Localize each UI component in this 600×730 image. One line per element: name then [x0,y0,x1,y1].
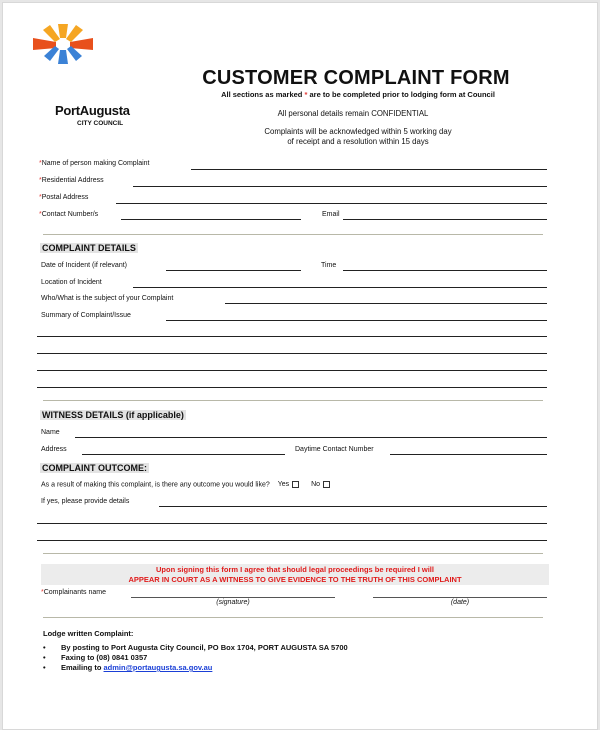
witness-name-field[interactable] [75,437,547,438]
subject-label: Who/What is the subject of your Complaint [41,295,174,302]
required-star: * [41,589,44,596]
residential-address-field[interactable] [133,186,547,187]
summary-line-3[interactable] [37,353,547,354]
summary-label: Summary of Complaint/Issue [41,312,131,319]
contact-number-field[interactable] [121,219,301,220]
required-star: * [39,194,42,201]
section-divider [43,400,543,401]
daytime-contact-label: Daytime Contact Number [295,446,374,453]
logo-name: PortAugusta [55,103,130,118]
required-star: * [39,177,42,184]
signature-field[interactable] [131,597,335,598]
outcome-details-line-3[interactable] [37,540,547,541]
outcome-details-field[interactable] [159,506,547,507]
outcome-details-label: If yes, please provide details [41,498,130,505]
logo-subtitle: CITY COUNCIL [77,120,124,127]
declaration-line-1: Upon signing this form I agree that should legal proceedings be required I will [156,565,434,574]
complaint-outcome-heading: COMPLAINT OUTCOME: [42,463,147,473]
yes-checkbox[interactable] [292,481,299,488]
declaration-line-2: APPEAR IN COURT AS A WITNESS TO GIVE EVIDENCE TO THE TRUTH OF THIS COMPLAINT [128,574,462,584]
date-of-incident-label: Date of Incident (if relevant) [41,262,127,269]
complaint-details-heading: COMPLAINT DETAILS [42,243,136,253]
required-star: * [304,90,308,99]
bullet-icon: • [43,643,46,652]
postal-address-label [39,194,88,201]
form-instructions [178,90,538,99]
time-field[interactable] [343,270,547,271]
section-divider [43,553,543,554]
lodge-heading: Lodge written Complaint: [43,629,134,638]
email-label: Email [322,211,340,218]
bullet-icon: • [43,653,46,662]
summary-line-4[interactable] [37,370,547,371]
witness-details-heading: WITNESS DETAILS (if applicable) [42,410,184,420]
no-label: No [311,481,321,489]
name-field[interactable] [191,169,547,170]
location-label: Location of Incident [41,279,102,286]
lodge-item-fax [43,653,348,663]
summary-line-5[interactable] [37,387,547,388]
daytime-contact-field[interactable] [390,454,547,455]
confidential-note: All personal details remain CONFIDENTIAL [277,109,429,118]
email-link[interactable]: admin@portaugusta.sa.gov.au [103,663,213,672]
yes-label: Yes [277,481,290,489]
lodge-item-text: Faxing to (08) 0841 0357 [61,653,148,662]
time-label: Time [321,262,337,269]
required-star: * [39,160,42,167]
date-hint: (date) [450,599,470,606]
postal-address-field[interactable] [116,203,547,204]
form-page [2,2,598,730]
residential-address-label [39,177,104,184]
date-of-incident-field[interactable] [166,270,301,271]
lodge-item-text: By posting to Port Augusta City Council, PO Box 1704, PORT AUGUSTA SA 5700 [61,643,348,652]
lodge-methods-list [43,643,348,673]
contact-label-text: Contact Number/s [41,211,99,218]
location-field[interactable] [133,287,547,288]
ack-line-1: Complaints will be acknowledged within 5 working day [264,127,452,136]
section-divider [43,234,543,235]
complainant-name-label [41,589,106,596]
section-divider [43,617,543,618]
subject-field[interactable] [225,303,547,304]
name-label-text: Name of person making Complaint [41,160,150,167]
legal-declaration [41,564,549,585]
contact-number-label [39,211,98,218]
required-star: * [39,211,42,218]
summary-field[interactable] [166,320,547,321]
email-field[interactable] [343,219,547,220]
outcome-details-line-2[interactable] [37,523,547,524]
residential-label-text: Residential Address [41,177,104,184]
name-label [39,160,150,167]
no-checkbox[interactable] [323,481,330,488]
port-augusta-logo-icon [18,5,128,85]
ack-line-2: of receipt and a resolution within 15 days [287,137,429,146]
instructions-text: All sections as marked [221,90,305,99]
lodge-item-text: Emailing to [61,663,102,672]
bullet-icon: • [43,663,46,672]
postal-label-text: Postal Address [41,194,89,201]
complainant-label-text: Complainants name [43,589,106,596]
instructions-text-end: are to be completed prior to lodging form at Council [307,90,495,99]
summary-line-2[interactable] [37,336,547,337]
witness-address-field[interactable] [82,454,285,455]
lodge-item-email [43,663,348,673]
outcome-question [41,481,330,488]
witness-name-label: Name [41,429,60,436]
outcome-question-text: As a result of making this complaint, is there any outcome you would like? [41,481,270,489]
form-title: CUSTOMER COMPLAINT FORM [202,67,510,89]
acknowledgement-note [203,127,513,147]
signature-hint: (signature) [216,599,250,606]
witness-address-label: Address [41,446,67,453]
lodge-item-post [43,643,348,653]
date-field[interactable] [373,597,547,598]
